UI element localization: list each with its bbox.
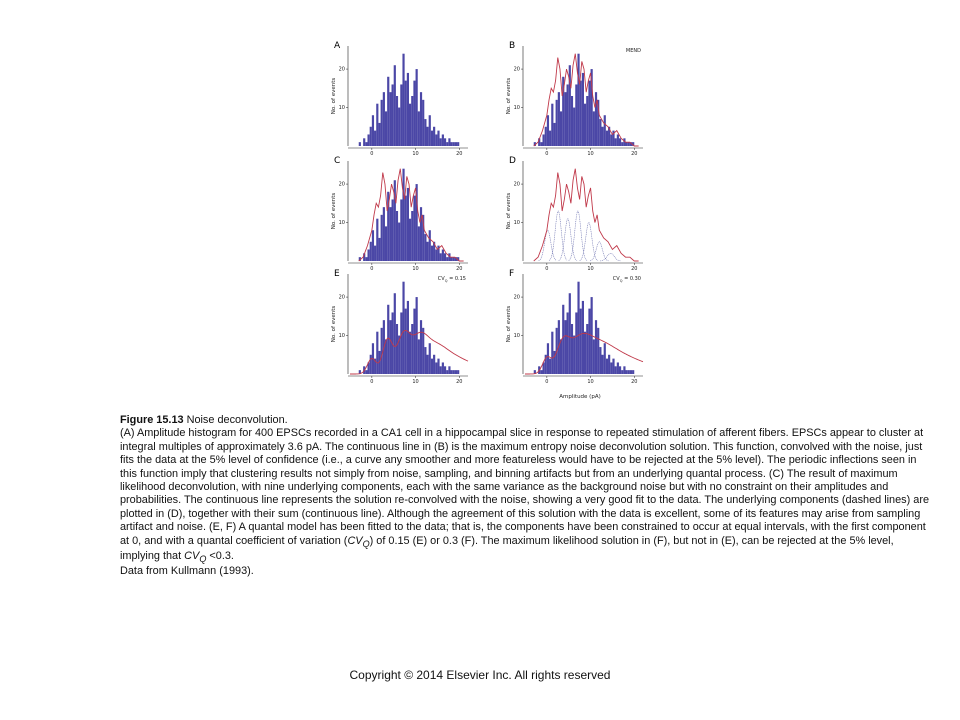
histogram-bar — [610, 362, 612, 374]
histogram-bar — [376, 104, 378, 146]
histogram-bar — [446, 370, 448, 374]
panel-A — [331, 41, 468, 157]
histogram-bar — [630, 370, 632, 374]
histogram-bar — [411, 96, 413, 146]
histogram-bar — [444, 138, 446, 146]
histogram-bar — [394, 65, 396, 146]
histogram-bar — [398, 223, 400, 261]
x-tick-label: 20 — [456, 266, 463, 272]
histogram-bar — [372, 230, 374, 261]
histogram-bar — [387, 305, 389, 374]
panel-label-B: B — [509, 41, 516, 51]
caption-source: Data from Kullmann (1993). — [120, 565, 254, 578]
caption-body — [120, 427, 932, 565]
histogram-bar — [586, 96, 588, 146]
figure-caption — [120, 414, 932, 579]
x-tick-label: 10 — [412, 151, 419, 157]
histogram-bar — [422, 100, 424, 146]
histogram-bar — [426, 242, 428, 261]
histogram-bar — [453, 257, 455, 261]
y-tick-label: 10 — [338, 105, 345, 112]
histogram-bar — [553, 123, 555, 146]
x-axis-label: Amplitude (pA) — [559, 394, 601, 400]
histogram-bar — [396, 324, 398, 374]
x-tick-label: 0 — [545, 151, 549, 157]
histogram-bar — [394, 293, 396, 374]
histogram-bar — [440, 253, 442, 261]
histogram-bar — [586, 324, 588, 374]
histogram-bar — [457, 370, 459, 374]
x-tick-label: 20 — [456, 379, 463, 385]
histogram-bar — [558, 92, 560, 146]
histogram-bar — [455, 370, 457, 374]
histogram-bar — [418, 339, 420, 374]
histogram-bar — [577, 282, 579, 374]
histogram-bar — [612, 359, 614, 374]
histogram-bar — [376, 219, 378, 261]
histogram-bar — [374, 246, 376, 261]
histogram-bar — [381, 215, 383, 261]
x-tick-label: 20 — [631, 379, 638, 385]
histogram-bar — [405, 196, 407, 261]
histogram-bar — [400, 199, 402, 261]
histogram-bar — [451, 142, 453, 146]
histogram-bar — [606, 131, 608, 146]
histogram-bar — [588, 309, 590, 374]
histogram-bar — [409, 332, 411, 374]
x-tick-label: 10 — [587, 379, 594, 385]
panel-label-C: C — [334, 156, 341, 166]
panel-E — [331, 269, 468, 385]
histogram-bar — [626, 142, 628, 146]
histogram-bar — [593, 339, 595, 374]
histogram-bar — [402, 54, 404, 146]
histogram-bar — [549, 359, 551, 374]
histogram-bar — [584, 104, 586, 146]
histogram-bar — [446, 142, 448, 146]
histogram-bar — [448, 138, 450, 146]
panel-label-D: D — [509, 156, 516, 166]
histogram-bar — [567, 84, 569, 146]
histogram-bar — [547, 115, 549, 146]
component-curve — [559, 219, 577, 261]
histogram-bar — [567, 312, 569, 374]
histogram-bar — [571, 96, 573, 146]
y-axis-label: No. of events — [331, 77, 337, 115]
histogram-bar — [540, 370, 542, 374]
panel-label-A: A — [334, 41, 341, 51]
histogram-bar — [400, 312, 402, 374]
histogram-bar — [409, 219, 411, 261]
x-tick-label: 0 — [545, 266, 549, 272]
x-tick-label: 20 — [631, 151, 638, 157]
histogram-bar — [608, 355, 610, 374]
histogram-bar — [623, 366, 625, 374]
histogram-bar — [418, 226, 420, 261]
histogram-bar — [398, 108, 400, 146]
histogram-bar — [376, 332, 378, 374]
histogram-bar — [431, 246, 433, 261]
histogram-bar — [453, 370, 455, 374]
histogram-bar — [453, 142, 455, 146]
histogram-bar — [595, 320, 597, 374]
histogram-bar — [619, 366, 621, 374]
histogram-bar — [416, 69, 418, 146]
histogram-bar — [385, 339, 387, 374]
histogram-bar — [437, 359, 439, 374]
histogram-bar — [429, 115, 431, 146]
histogram-bar — [444, 253, 446, 261]
histogram-bar — [392, 84, 394, 146]
y-tick-label: 10 — [513, 220, 520, 227]
x-tick-label: 0 — [545, 379, 549, 385]
panel-label-E: E — [334, 269, 340, 279]
histogram-bar — [619, 138, 621, 146]
x-tick-label: 20 — [631, 266, 638, 272]
histogram-bar — [392, 199, 394, 261]
histogram-bar — [407, 188, 409, 261]
histogram-bar — [367, 249, 369, 261]
histogram-bar — [433, 355, 435, 374]
histogram-bar — [385, 226, 387, 261]
histogram-bar — [411, 211, 413, 261]
caption-text-2: ) of 0.15 (E) or 0.3 (F). The maximum likelihood solution in (F), but not in (E), can be rejected at the 5% level, implying that — [120, 534, 894, 562]
histogram-bar — [560, 111, 562, 146]
component-curve — [590, 242, 608, 261]
histogram-bar — [402, 169, 404, 261]
x-tick-label: 0 — [370, 379, 374, 385]
histogram-bar — [429, 343, 431, 374]
histogram-bar — [396, 96, 398, 146]
histogram-bar — [575, 84, 577, 146]
y-tick-label: 10 — [513, 333, 520, 340]
histogram-bar — [381, 328, 383, 374]
histogram-bar — [604, 115, 606, 146]
y-axis-label: No. of events — [506, 77, 512, 115]
caption-text-3: <0.3. — [206, 549, 234, 562]
component-curve — [549, 211, 567, 260]
histogram-bar — [457, 142, 459, 146]
histogram-bar — [606, 359, 608, 374]
histogram-bar — [363, 138, 365, 146]
y-tick-label: 10 — [513, 105, 520, 112]
histogram-bar — [407, 301, 409, 374]
histogram-bar — [424, 119, 426, 146]
histogram-bar — [551, 104, 553, 146]
histogram-bar — [383, 207, 385, 261]
histogram-bar — [429, 230, 431, 261]
cvq-symbol-1: $CV_Q$ — [347, 534, 370, 549]
y-tick-label: 20 — [338, 66, 345, 73]
figure-panels — [318, 36, 664, 406]
histogram-bar — [413, 81, 415, 146]
panel-annotation-E: $CV_Q = 0.15$ — [437, 276, 466, 283]
histogram-bar — [413, 309, 415, 374]
histogram-figure — [318, 36, 664, 406]
histogram-bar — [628, 370, 630, 374]
histogram-bar — [433, 127, 435, 146]
histogram-bar — [431, 359, 433, 374]
histogram-bar — [407, 73, 409, 146]
panel-F — [506, 269, 643, 385]
histogram-bar — [599, 347, 601, 374]
histogram-bar — [551, 332, 553, 374]
histogram-bar — [435, 362, 437, 374]
histogram-bar — [451, 370, 453, 374]
histogram-bar — [424, 234, 426, 261]
histogram-bar — [402, 282, 404, 374]
x-tick-label: 10 — [412, 266, 419, 272]
panel-annotation-B: MEND — [625, 48, 641, 54]
histogram-bar — [599, 119, 601, 146]
y-axis-label: No. of events — [331, 192, 337, 230]
histogram-bar — [440, 138, 442, 146]
histogram-bar — [582, 73, 584, 146]
histogram-bar — [372, 115, 374, 146]
histogram-bar — [580, 81, 582, 146]
histogram-bar — [632, 370, 634, 374]
y-axis-label: No. of events — [506, 192, 512, 230]
histogram-bar — [409, 104, 411, 146]
histogram-bar — [383, 92, 385, 146]
histogram-bar — [549, 131, 551, 146]
histogram-bar — [396, 211, 398, 261]
histogram-bar — [411, 324, 413, 374]
histogram-bar — [621, 370, 623, 374]
histogram-bar — [405, 81, 407, 146]
histogram-bar — [610, 134, 612, 146]
histogram-bar — [378, 123, 380, 146]
histogram-bar — [621, 142, 623, 146]
histogram-bar — [564, 92, 566, 146]
histogram-bar — [426, 127, 428, 146]
histogram-bar — [381, 100, 383, 146]
histogram-bar — [405, 309, 407, 374]
panel-B — [506, 41, 643, 157]
y-axis-label: No. of events — [506, 305, 512, 343]
histogram-bar — [400, 84, 402, 146]
y-tick-label: 10 — [338, 220, 345, 227]
histogram-bar — [597, 328, 599, 374]
histogram-bar — [626, 370, 628, 374]
histogram-bar — [420, 320, 422, 374]
histogram-bar — [422, 328, 424, 374]
histogram-bar — [365, 257, 367, 261]
x-tick-label: 10 — [412, 379, 419, 385]
histogram-bar — [573, 336, 575, 374]
histogram-bar — [588, 81, 590, 146]
x-tick-label: 0 — [370, 266, 374, 272]
histogram-bar — [601, 127, 603, 146]
histogram-bar — [435, 134, 437, 146]
histogram-bar — [562, 305, 564, 374]
histogram-bar — [442, 134, 444, 146]
histogram-bar — [389, 207, 391, 261]
histogram-bar — [615, 138, 617, 146]
histogram-bar — [437, 131, 439, 146]
histogram-bar — [426, 355, 428, 374]
component-curve — [569, 211, 587, 260]
histogram-bar — [442, 362, 444, 374]
figure-number: Figure 15.13 — [120, 414, 184, 426]
y-tick-label: 20 — [513, 66, 520, 73]
histogram-bar — [370, 127, 372, 146]
histogram-bar — [374, 131, 376, 146]
histogram-bar — [389, 92, 391, 146]
histogram-bar — [444, 366, 446, 374]
histogram-bar — [435, 249, 437, 261]
histogram-bar — [617, 134, 619, 146]
histogram-bar — [431, 131, 433, 146]
caption-title-line — [120, 414, 932, 427]
histogram-bar — [547, 343, 549, 374]
y-axis-label: No. of events — [331, 305, 337, 343]
y-tick-label: 10 — [338, 333, 345, 340]
histogram-bar — [615, 366, 617, 374]
histogram-bar — [580, 309, 582, 374]
histogram-bar — [418, 111, 420, 146]
x-tick-label: 10 — [587, 266, 594, 272]
component-curve — [539, 230, 557, 260]
histogram-bar — [370, 242, 372, 261]
panel-annotation-F: $CV_Q = 0.30$ — [612, 276, 641, 283]
x-tick-label: 20 — [456, 151, 463, 157]
histogram-bar — [593, 111, 595, 146]
histogram-bar — [389, 320, 391, 374]
histogram-bar — [564, 320, 566, 374]
histogram-bar — [424, 347, 426, 374]
histogram-bar — [573, 108, 575, 146]
histogram-bar — [575, 312, 577, 374]
histogram-bar — [577, 54, 579, 146]
histogram-bar — [604, 343, 606, 374]
histogram-bar — [440, 366, 442, 374]
histogram-bar — [420, 92, 422, 146]
y-tick-label: 20 — [513, 181, 520, 188]
histogram-bar — [617, 362, 619, 374]
histogram-bar — [545, 127, 547, 146]
x-tick-label: 0 — [370, 151, 374, 157]
histogram-bar — [365, 142, 367, 146]
histogram-bar — [416, 297, 418, 374]
figure-title: Noise deconvolution. — [183, 414, 288, 426]
histogram-bar — [542, 134, 544, 146]
histogram-bar — [582, 301, 584, 374]
histogram-bar — [455, 142, 457, 146]
caption-text-1: (A) Amplitude histogram for 400 EPSCs recorded in a CA1 cell in a hippocampal slice in response to repeated stimulation of afferent fibers. EPSCs appear to cluster at integral multiples of approximately 3.6 pA. The continuous line in (B) is the maximum entropy noise deconvolution solution. This function, convolved with the noise, just fits the data at the 5% level of confidence (i.e., a curve any smoother and more featureless would have to be rejected at the 5% level). The periodic inflections seen in this function imply that clustering results not simply from noise, sampling, and binning artifacts but from an underlying quantal process. (C) The result of maximum likelihood deconvolution, with nine underlying components, each with the same variance as the background noise but with no constraint on their amplitudes and probabilities. The continuous line represents the solution re-convolved with the noise, showing a very good fit to the data. The underlying components (dashed lines) are plotted in (D), together with their sum (continuous line). Although the agreement of this solution with the data is excellent, some of its features may arise from sampling artifact and noise. (E, F) A quantal model has been fitted to the data; that is, the components have been constrained to occur at equal intervals, with the first component at 0, and with a quantal coefficient of variation ( — [120, 427, 930, 547]
histogram-bar — [359, 142, 361, 146]
component-curve — [600, 253, 621, 261]
cvq-symbol-2: $CV_Q$ — [184, 549, 207, 565]
histogram-bar — [367, 134, 369, 146]
histogram-bar — [571, 324, 573, 374]
histogram-bar — [556, 100, 558, 146]
histogram-bar — [413, 196, 415, 261]
histogram-bar — [387, 77, 389, 146]
histogram-bar — [569, 293, 571, 374]
histogram-bar — [601, 355, 603, 374]
histogram-bar — [442, 249, 444, 261]
histogram-bar — [540, 142, 542, 146]
panel-label-F: F — [509, 269, 515, 279]
histogram-bar — [446, 257, 448, 261]
histogram-bar — [451, 257, 453, 261]
histogram-bar — [448, 366, 450, 374]
x-tick-label: 10 — [587, 151, 594, 157]
fit-curve — [534, 169, 639, 261]
histogram-bar — [628, 142, 630, 146]
histogram-bar — [584, 332, 586, 374]
histogram-bar — [370, 355, 372, 374]
y-tick-label: 20 — [338, 181, 345, 188]
y-tick-label: 20 — [338, 294, 345, 301]
panel-D — [506, 156, 643, 272]
panel-C — [331, 156, 468, 272]
y-tick-label: 20 — [513, 294, 520, 301]
histogram-bar — [560, 339, 562, 374]
histogram-bar — [385, 111, 387, 146]
histogram-bar — [365, 370, 367, 374]
copyright-notice: Copyright © 2014 Elsevier Inc. All rights reserved — [349, 668, 611, 682]
histogram-bar — [378, 238, 380, 261]
